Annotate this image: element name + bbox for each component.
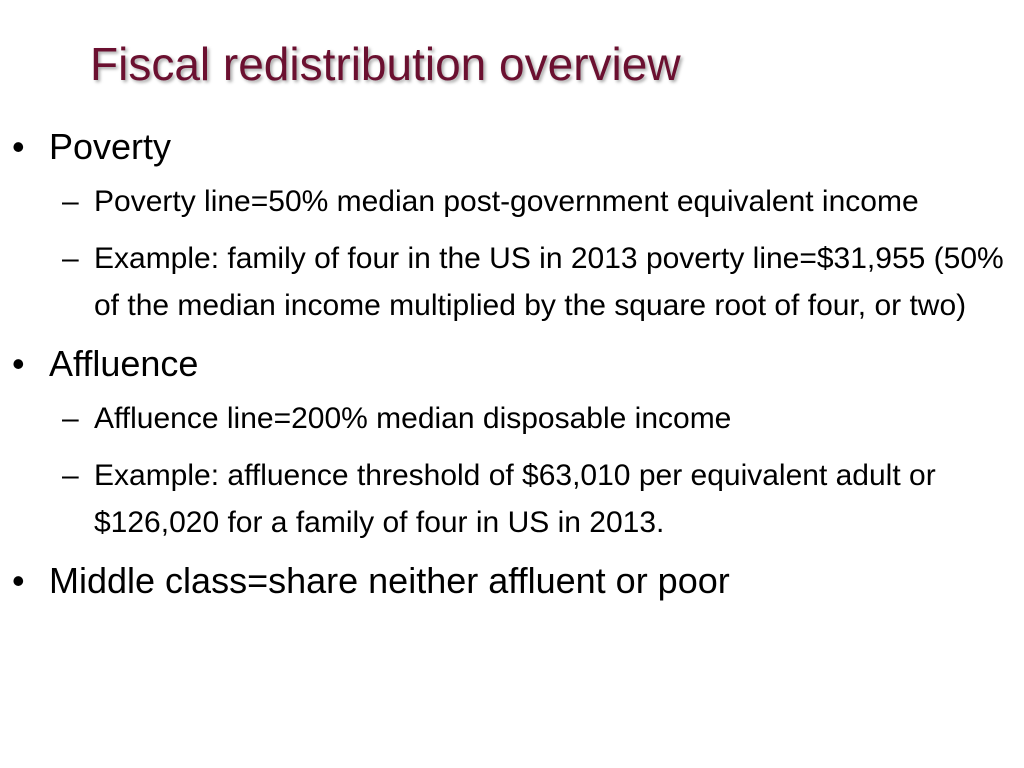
sublist-affluence: [0, 395, 1010, 546]
sub-bullet-text: Affluence line=200% median disposable income: [94, 402, 732, 435]
bullet-middle-class: [0, 556, 1010, 606]
dash-marker: –: [62, 459, 79, 492]
bullet-text: Middle class=share neither affluent or poor: [49, 560, 730, 601]
bullet-text: Poverty: [49, 126, 172, 167]
sub-bullet-poverty-example: [0, 235, 1010, 329]
bullet-text: Affluence: [49, 343, 199, 384]
bullet-marker: •: [12, 126, 25, 167]
bullet-poverty: [0, 122, 1010, 172]
sublist-poverty: [0, 178, 1010, 329]
dash-marker: –: [62, 185, 79, 218]
sub-bullet-text: Example: family of four in the US in 2013 poverty line=$31,955 (50% of the median income multiplied by the square root of four, or two): [94, 242, 1004, 322]
sub-bullet-affluence-example: [0, 452, 1010, 546]
sub-bullet-text: Poverty line=50% median post-government equivalent income: [94, 185, 919, 218]
dash-marker: –: [62, 402, 79, 435]
bullet-affluence: [0, 339, 1010, 389]
slide-content: [0, 118, 1010, 606]
dash-marker: –: [62, 242, 79, 275]
bullet-marker: •: [12, 560, 25, 601]
sub-bullet-poverty-line: [0, 178, 1010, 225]
slide-title: Fiscal redistribution overview: [90, 38, 681, 90]
bullet-marker: •: [12, 343, 25, 384]
sub-bullet-affluence-line: [0, 395, 1010, 442]
sub-bullet-text: Example: affluence threshold of $63,010 per equivalent adult or $126,020 for a family of four in US in 2013.: [94, 459, 936, 539]
